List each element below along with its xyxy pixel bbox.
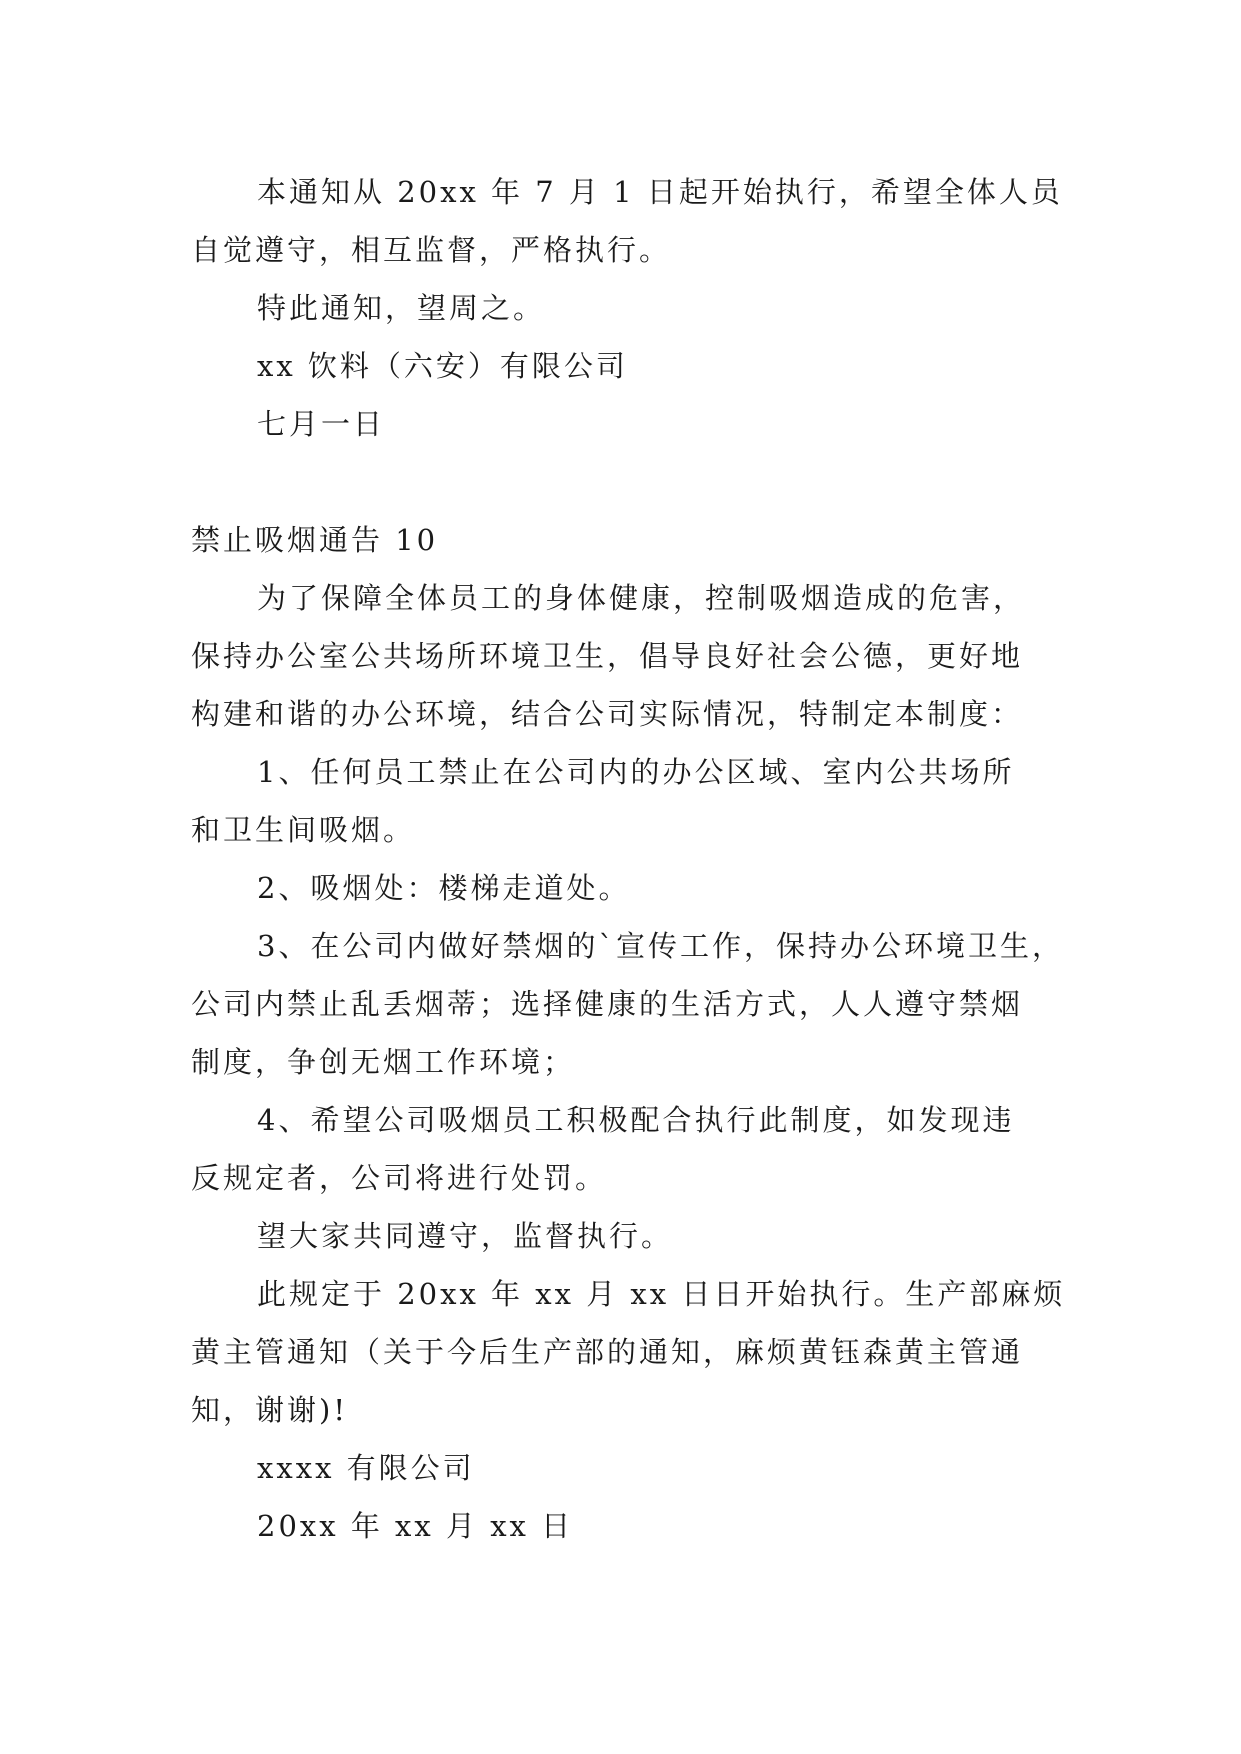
effective-line-1: 此规定于 20xx 年 xx 月 xx 日日开始执行。生产部麻烦 (257, 1277, 1066, 1311)
document-content (191, 163, 1066, 1555)
rule-3-line-1: 3、在公司内做好禁烟的`宣传工作，保持办公环境卫生， (257, 929, 1064, 963)
intro-line-3: 构建和谐的办公环境，结合公司实际情况，特制定本制度： (191, 697, 1024, 731)
intro-line-2: 保持办公室公共场所环境卫生，倡导良好社会公德，更好地 (191, 639, 1024, 673)
rule-1-line-2: 和卫生间吸烟。 (191, 813, 416, 847)
section-gap (191, 453, 1051, 511)
notice-title: 禁止吸烟通告 10 (191, 523, 439, 557)
compliance-line: 望大家共同遵守，监督执行。 (257, 1219, 674, 1253)
rule-3-line-3: 制度，争创无烟工作环境； (191, 1045, 576, 1079)
rule-1-line-1: 1、任何员工禁止在公司内的办公区域、室内公共场所 (257, 755, 1015, 789)
effective-line-3: 知，谢谢)! (191, 1393, 348, 1427)
prev-notice-date: 七月一日 (257, 407, 386, 441)
prev-notice-closing: 特此通知，望周之。 (257, 291, 546, 325)
rule-4-line-1: 4、希望公司吸烟员工积极配合执行此制度，如发现违 (257, 1103, 1015, 1137)
prev-notice-paragraph-line-1: 本通知从 20xx 年 7 月 1 日起开始执行，希望全体人员 (257, 175, 1063, 209)
signature-company: xxxx 有限公司 (257, 1451, 475, 1485)
prev-notice-company: xx 饮料（六安）有限公司 (257, 349, 628, 383)
rule-4-line-2: 反规定者，公司将进行处罚。 (191, 1161, 608, 1195)
rule-3-line-2: 公司内禁止乱丢烟蒂；选择健康的生活方式，人人遵守禁烟 (191, 987, 1024, 1021)
rule-2: 2、吸烟处：楼梯走道处。 (257, 871, 631, 905)
intro-line-1: 为了保障全体员工的身体健康，控制吸烟造成的危害， (257, 581, 1026, 615)
prev-notice-paragraph-line-2: 自觉遵守，相互监督，严格执行。 (191, 233, 672, 267)
signature-date: 20xx 年 xx 月 xx 日 (257, 1509, 574, 1543)
effective-line-2: 黄主管通知（关于今后生产部的通知，麻烦黄钰森黄主管通 (191, 1335, 1024, 1369)
